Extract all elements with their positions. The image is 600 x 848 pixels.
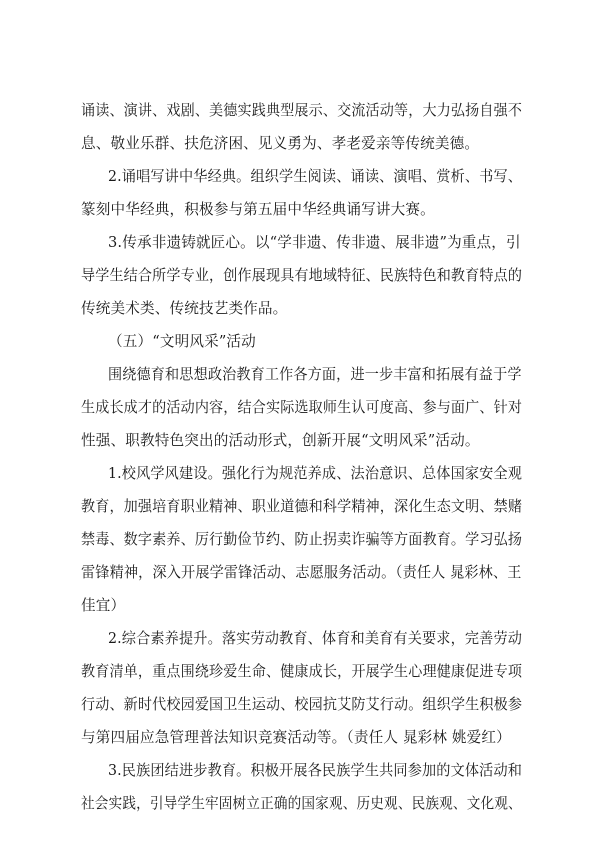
text-line: 息、敬业乐群、扶危济困、见义勇为、孝老爱亲等传统美德。 xyxy=(81,135,480,152)
text-line: 教育，加强培育职业精神、职业道德和科学精神，深化生态文明、禁赌 xyxy=(81,498,523,515)
text-line: 3.民族团结进步教育。积极开展各民族学生共同参加的文体活动和 xyxy=(108,762,523,779)
text-line: 2.诵唱写讲中华经典。组织学生阅读、诵读、演唱、赏析、书写、 xyxy=(108,168,523,185)
text-line: 与第四届应急管理普法知识竞赛活动等。（责任人 晁彩林 姚爱红） xyxy=(81,729,511,746)
text-line: 行动、新时代校园爱国卫生运动、校园抗艾防艾行动。组织学生积极参 xyxy=(81,696,523,713)
text-line: 篆刻中华经典，积极参与第五届中华经典诵写讲大赛。 xyxy=(81,201,435,218)
text-line: 教育清单，重点围绕珍爱生命、健康成长，开展学生心理健康促进专项 xyxy=(81,663,523,680)
text-line: 雷锋精神，深入开展学雷锋活动、志愿服务活动。（责任人 晁彩林、王 xyxy=(81,564,522,581)
section-heading: （五）“文明风采”活动 xyxy=(108,333,256,350)
text-line: 诵读、演讲、戏剧、美德实践典型展示、交流活动等，大力弘扬自强不 xyxy=(81,102,523,119)
text-line: 传统美术类、传统技艺类作品。 xyxy=(81,300,288,317)
text-line: 1.校风学风建设。强化行为规范养成、法治意识、总体国家安全观 xyxy=(108,465,523,482)
text-line: 围绕德育和思想政治教育工作各方面，进一步丰富和拓展有益于学 xyxy=(108,366,522,383)
text-line: 佳宜） xyxy=(81,597,126,614)
text-line: 导学生结合所学专业，创作展现具有地域特征、民族特色和教育特点的 xyxy=(81,267,523,284)
text-line: 3.传承非遗铸就匠心。以“学非遗、传非遗、展非遗”为重点，引 xyxy=(108,234,521,251)
text-line: 2.综合素养提升。落实劳动教育、体育和美育有关要求，完善劳动 xyxy=(108,630,523,647)
text-line: 性强、职教特色突出的活动形式，创新开展“文明风采”活动。 xyxy=(81,432,480,449)
text-line: 生成长成才的活动内容，结合实际选取师生认可度高、参与面广、针对 xyxy=(81,399,523,416)
text-line: 社会实践，引导学生牢固树立正确的国家观、历史观、民族观、文化观、 xyxy=(81,795,522,812)
text-line: 禁毒、数字素养、厉行勤俭节约、防止拐卖诈骗等方面教育。学习弘扬 xyxy=(81,531,523,548)
